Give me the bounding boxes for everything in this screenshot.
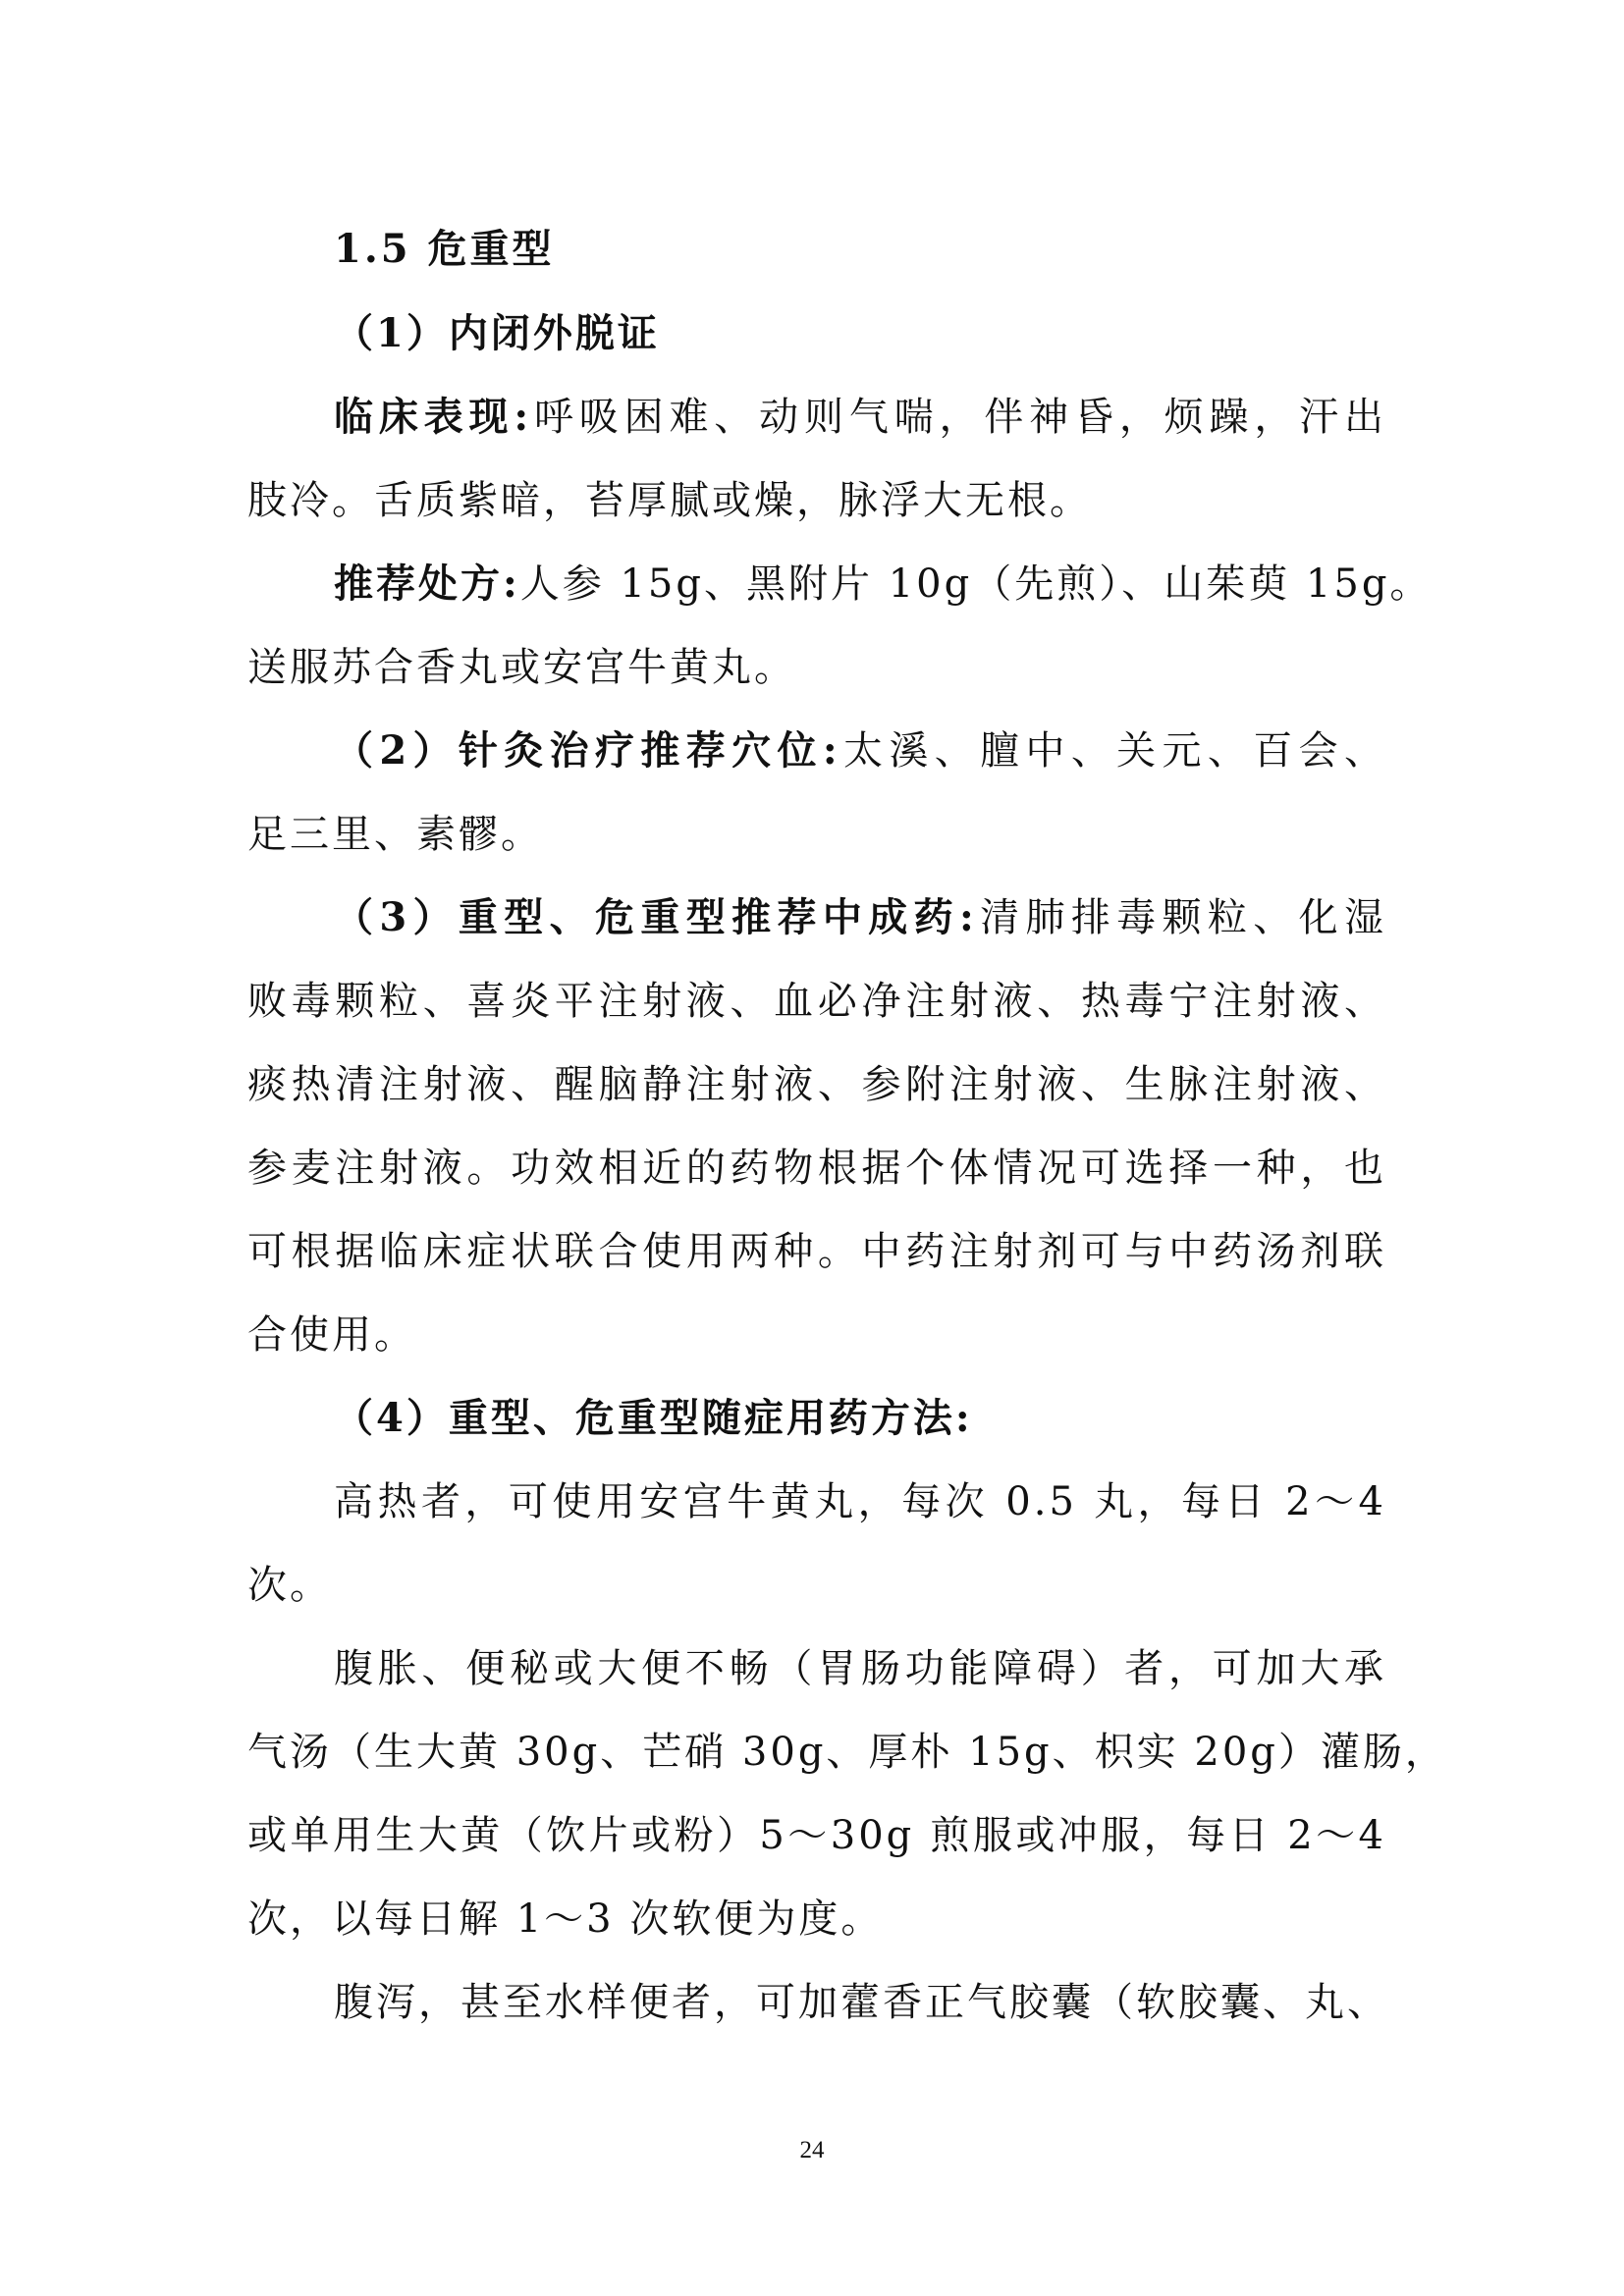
prescription-label: 推荐处方: — [334, 561, 520, 607]
prescription-line-1 — [334, 555, 1433, 614]
clinical-manifestation-line-2: 肢冷。舌质紫暗，苔厚腻或燥，脉浮大无根。 — [247, 478, 1092, 523]
diarrhea-line-1: 腹泻，甚至水样便者，可加藿香正气胶囊（软胶囊、丸、 — [334, 1980, 1389, 2025]
acupuncture-label: （2）针灸治疗推荐穴位: — [334, 727, 840, 774]
patent-medicine-line-3: 痰热清注射液、醒脑静注射液、参附注射液、生脉注射液、 — [247, 1062, 1386, 1107]
fever-line-2: 次。 — [247, 1563, 332, 1608]
patent-medicine-text: 清肺排毒颗粒、化湿 — [976, 895, 1387, 940]
clinical-manifestation-line-1 — [334, 388, 1386, 447]
section-heading: 1.5 危重型 — [334, 226, 555, 272]
patent-medicine-line-5: 可根据临床症状联合使用两种。中药注射剂可与中药汤剂联 — [247, 1229, 1386, 1274]
patent-medicine-line-1 — [334, 888, 1386, 947]
patent-medicine-line-2: 败毒颗粒、喜炎平注射液、血必净注射液、热毒宁注射液、 — [247, 979, 1386, 1024]
bloating-line-2: 气汤（生大黄 30g、芒硝 30g、厚朴 15g、枳实 20g）灌肠， — [247, 1730, 1447, 1775]
subsection-1-heading: （1）内闭外脱证 — [334, 310, 660, 356]
prescription-text: 人参 15g、黑附片 10g（先煎）、山茱萸 15g。 — [519, 561, 1433, 607]
symptomatic-medication-heading: （4）重型、危重型随症用药方法: — [334, 1395, 973, 1441]
clinical-label: 临床表现: — [334, 394, 532, 440]
clinical-text: 呼吸困难、动则气喘，伴神昏，烦躁，汗出 — [531, 395, 1387, 440]
page-number: 24 — [799, 2137, 825, 2163]
fever-line-1: 高热者，可使用安宫牛黄丸，每次 0.5 丸，每日 2～4 — [334, 1479, 1386, 1524]
patent-medicine-label: （3）重型、危重型推荐中成药: — [334, 894, 977, 940]
acupuncture-text: 太溪、膻中、关元、百会、 — [839, 728, 1387, 774]
acupuncture-line-1 — [334, 721, 1386, 780]
bloating-line-3: 或单用生大黄（饮片或粉）5～30g 煎服或冲服，每日 2～4 — [247, 1813, 1386, 1858]
acupuncture-line-2: 足三里、素髎。 — [247, 812, 543, 857]
prescription-line-2: 送服苏合香丸或安宫牛黄丸。 — [247, 645, 796, 690]
bloating-line-1: 腹胀、便秘或大便不畅（胃肠功能障碍）者，可加大承 — [334, 1646, 1386, 1691]
bloating-line-4: 次，以每日解 1～3 次软便为度。 — [247, 1896, 884, 1942]
patent-medicine-line-4: 参麦注射液。功效相近的药物根据个体情况可选择一种，也 — [247, 1146, 1386, 1191]
patent-medicine-line-6: 合使用。 — [247, 1312, 416, 1358]
